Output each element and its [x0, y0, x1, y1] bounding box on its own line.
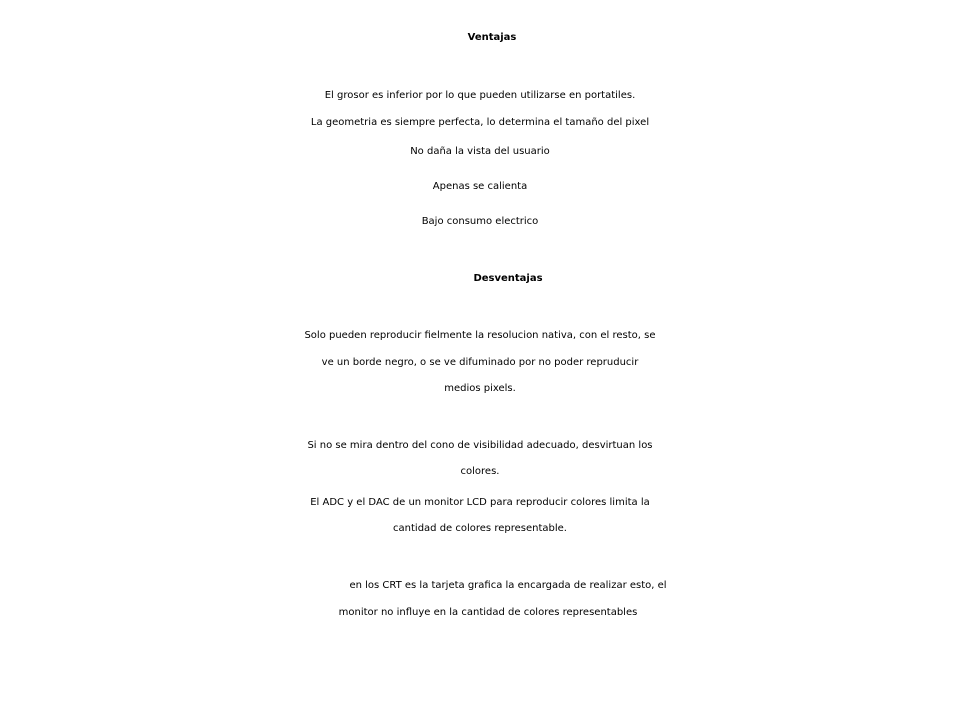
ventaja-item-3: No daña la vista del usuario: [410, 146, 550, 157]
ventaja-item-1: El grosor es inferior por lo que pueden utilizarse en portatiles.: [324, 90, 636, 101]
desventajas-heading: Desventajas: [473, 273, 543, 284]
ventaja-item-4: Apenas se calienta: [432, 181, 528, 192]
desventaja-p2-line2: colores.: [460, 466, 500, 477]
desventaja-p1-line3: medios pixels.: [444, 383, 516, 394]
desventaja-p4-line2: monitor no influye en la cantidad de colores representables: [338, 607, 638, 618]
desventaja-p1-line2: ve un borde negro, o se ve difuminado por no poder repruducir: [321, 357, 639, 368]
desventaja-p3-line1: El ADC y el DAC de un monitor LCD para reproducir colores limita la: [310, 497, 650, 508]
ventajas-heading: Ventajas: [467, 32, 517, 43]
desventaja-p3-line2: cantidad de colores representable.: [393, 523, 567, 534]
ventaja-item-2: La geometria es siempre perfecta, lo determina el tamaño del pixel: [310, 117, 650, 128]
desventaja-p2-line1: Si no se mira dentro del cono de visibilidad adecuado, desvirtuan los: [307, 440, 653, 451]
desventaja-p4-line1: en los CRT es la tarjeta grafica la encargada de realizar esto, el: [349, 580, 667, 591]
ventaja-item-5: Bajo consumo electrico: [421, 216, 539, 227]
desventaja-p1-line1: Solo pueden reproducir fielmente la resolucion nativa, con el resto, se: [304, 330, 656, 341]
